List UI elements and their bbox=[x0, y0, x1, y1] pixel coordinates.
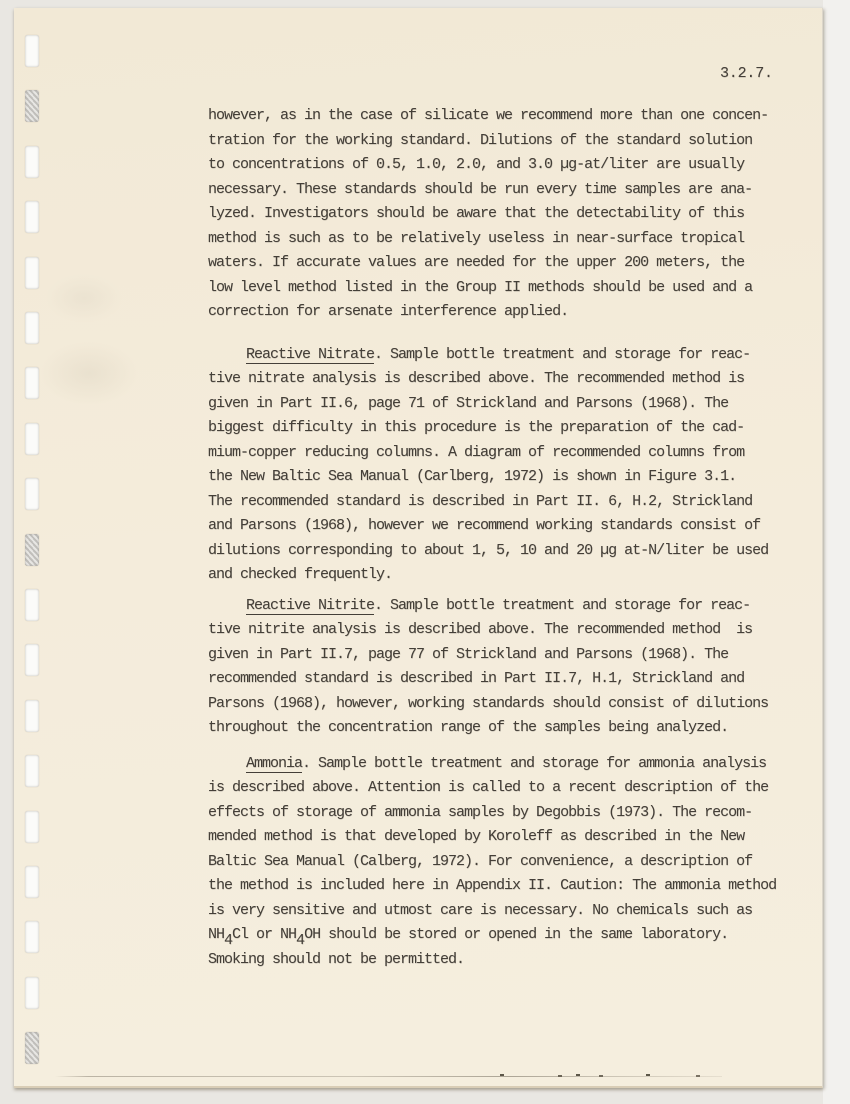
binding-hole bbox=[25, 146, 39, 178]
text-line: tive nitrate analysis is described above. The recommended method is bbox=[208, 370, 745, 387]
text-line: dilutions corresponding to about 1, 5, 10 and 20 µg at-N/liter be used bbox=[208, 541, 769, 559]
text-line: Ammonia. Sample bottle treatment and storage for ammonia analysis bbox=[246, 754, 767, 772]
document-text bbox=[208, 104, 803, 972]
text-line: Reactive Nitrite. Sample bottle treatment and storage for reac- bbox=[246, 596, 751, 614]
binding-hole bbox=[25, 977, 39, 1009]
binding-hole bbox=[25, 367, 39, 399]
paragraph-ammonia bbox=[208, 752, 803, 973]
paragraph-reactive-nitrate bbox=[208, 343, 803, 588]
text-line: method is such as to be relatively useless in near-surface tropical bbox=[208, 229, 745, 247]
binding-hole bbox=[25, 755, 39, 787]
text-line: necessary. These standards should be run every time samples are ana- bbox=[208, 180, 753, 198]
section-heading-reactive-nitrate: Reactive Nitrate bbox=[246, 345, 375, 363]
text-line: and checked frequently. bbox=[208, 566, 393, 583]
scan-artifact-line bbox=[55, 1076, 722, 1077]
binding-hole bbox=[25, 478, 39, 510]
binding-hole bbox=[25, 644, 39, 676]
text-line: correction for arsenate interference applied. bbox=[208, 303, 569, 320]
text-line: tive nitrite analysis is described above. The recommended method is bbox=[208, 621, 753, 638]
text-line: the New Baltic Sea Manual (Carlberg, 1972) is shown in Figure 3.1. bbox=[208, 468, 737, 485]
text-line: The recommended standard is described in Part II. 6, H.2, Strickland bbox=[208, 492, 753, 510]
scanned-page bbox=[14, 8, 823, 1088]
text-line: mium-copper reducing columns. A diagram of recommended columns from bbox=[208, 443, 745, 461]
text-line: and Parsons (1968), however we recommend working standards consist of bbox=[208, 517, 761, 534]
text-line: given in Part II.6, page 71 of Strickland and Parsons (1968). The bbox=[208, 394, 729, 412]
text-line: NH4Cl or NH4OH should be stored or opened in the same laboratory. bbox=[208, 926, 729, 949]
text-line: Baltic Sea Manual (Calberg, 1972). For convenience, a description of bbox=[208, 852, 753, 870]
text-line: however, as in the case of silicate we recommend more than one concen- bbox=[208, 107, 769, 124]
binding-hole bbox=[25, 921, 39, 953]
text-line: the method is included here in Appendix II. Caution: The ammonia method bbox=[208, 877, 777, 894]
section-heading-ammonia: Ammonia bbox=[246, 754, 303, 772]
text-line: is very sensitive and utmost care is necessary. No chemicals such as bbox=[208, 901, 753, 919]
text-line: to concentrations of 0.5, 1.0, 2.0, and 3.0 µg-at/liter are usually bbox=[208, 156, 745, 173]
section-heading-reactive-nitrite: Reactive Nitrite bbox=[246, 596, 375, 614]
text-line: recommended standard is described in Part II.7, H.1, Strickland and bbox=[208, 670, 745, 687]
binding-hole bbox=[25, 589, 39, 621]
binding-hole bbox=[25, 35, 39, 67]
binding-hole bbox=[25, 90, 39, 122]
text-line: given in Part II.7, page 77 of Strickland and Parsons (1968). The bbox=[208, 645, 729, 663]
page-number: 3.2.7. bbox=[720, 65, 773, 82]
scanner-bed-strip bbox=[823, 0, 850, 1104]
text-line: Reactive Nitrate. Sample bottle treatment and storage for reac- bbox=[246, 345, 751, 363]
text-line: effects of storage of ammonia samples by Degobbis (1973). The recom- bbox=[208, 803, 753, 821]
binding-hole bbox=[25, 312, 39, 344]
binding-hole bbox=[25, 700, 39, 732]
binding-hole bbox=[25, 866, 39, 898]
text-line: low level method listed in the Group II methods should be used and a bbox=[208, 278, 753, 296]
paragraph-silicate-working-standards bbox=[208, 104, 803, 325]
text-line: Parsons (1968), however, working standards should consist of dilutions bbox=[208, 694, 769, 712]
binding-hole bbox=[25, 423, 39, 455]
text-line: biggest difficulty in this procedure is the preparation of the cad- bbox=[208, 419, 745, 436]
binding-hole bbox=[25, 811, 39, 843]
text-line: is described above. Attention is called to a recent description of the bbox=[208, 779, 769, 796]
text-line: lyzed. Investigators should be aware that the detectability of this bbox=[208, 205, 745, 222]
binding-hole bbox=[25, 1032, 39, 1064]
text-line: Smoking should not be permitted. bbox=[208, 950, 465, 968]
text-line: tration for the working standard. Dilutions of the standard solution bbox=[208, 131, 753, 149]
binding-hole bbox=[25, 201, 39, 233]
text-line: mended method is that developed by Koroleff as described in the New bbox=[208, 828, 745, 845]
binding-hole bbox=[25, 257, 39, 289]
binding-hole bbox=[25, 534, 39, 566]
text-line: throughout the concentration range of the samples being analyzed. bbox=[208, 719, 729, 736]
text-line: waters. If accurate values are needed for the upper 200 meters, the bbox=[208, 254, 745, 271]
paragraph-reactive-nitrite bbox=[208, 594, 803, 741]
scan-artifact-specks bbox=[500, 1074, 504, 1076]
